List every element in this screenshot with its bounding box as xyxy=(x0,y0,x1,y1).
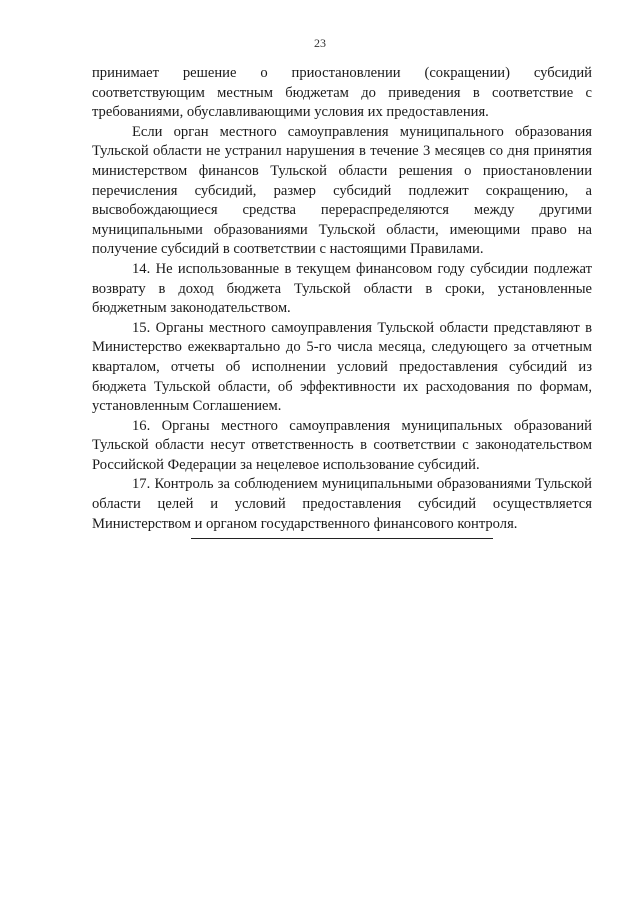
paragraph-violation-consequences: Если орган местного самоуправления муниципального образования Тульской области не устранил нарушения в течение 3 месяцев со дня принятия министерством финансов Тульской области решения о приостановлении перечисления субсидий, размер субсидий подлежит сокращению, а высвобождающиеся средства перераспределяются между другими муниципальными образованиями Тульской области, имеющими право на получение субсидий в соответствии с настоящими Правилами. xyxy=(92,123,592,258)
paragraph-item-14: 14. Не использованные в текущем финансовом году субсидии подлежат возврату в доход бюджета Тульской области в сроки, установленные бюджетным законодательством. xyxy=(92,260,592,317)
end-of-text-divider xyxy=(191,538,493,539)
paragraph-item-16: 16. Органы местного самоуправления муниципальных образований Тульской области несут ответственность в соответствии с законодательством Российской Федерации за нецелевое использование субсидий. xyxy=(92,417,592,473)
page-number: 23 xyxy=(314,36,326,50)
paragraph-item-15: 15. Органы местного самоуправления Тульской области представляют в Министерство ежеквартально до 5-го числа месяца, следующего за отчетным кварталом, отчеты об исполнении условий предоставления субсидий из бюджета Тульской области, об эффективности их расходования по формам, установленным Соглашением. xyxy=(92,319,592,415)
document-body xyxy=(92,64,592,534)
paragraph-continuation: принимает решение о приостановлении (сокращении) субсидий соответствующим местным бюджетам до приведения в соответствие с требованиями, обуславливающими условия их предоставления. xyxy=(92,65,592,121)
paragraph-item-17: 17. Контроль за соблюдением муниципальными образованиями Тульской области целей и условий предоставления субсидий осуществляется Министерством и органом государственного финансового контроля. xyxy=(92,476,592,532)
